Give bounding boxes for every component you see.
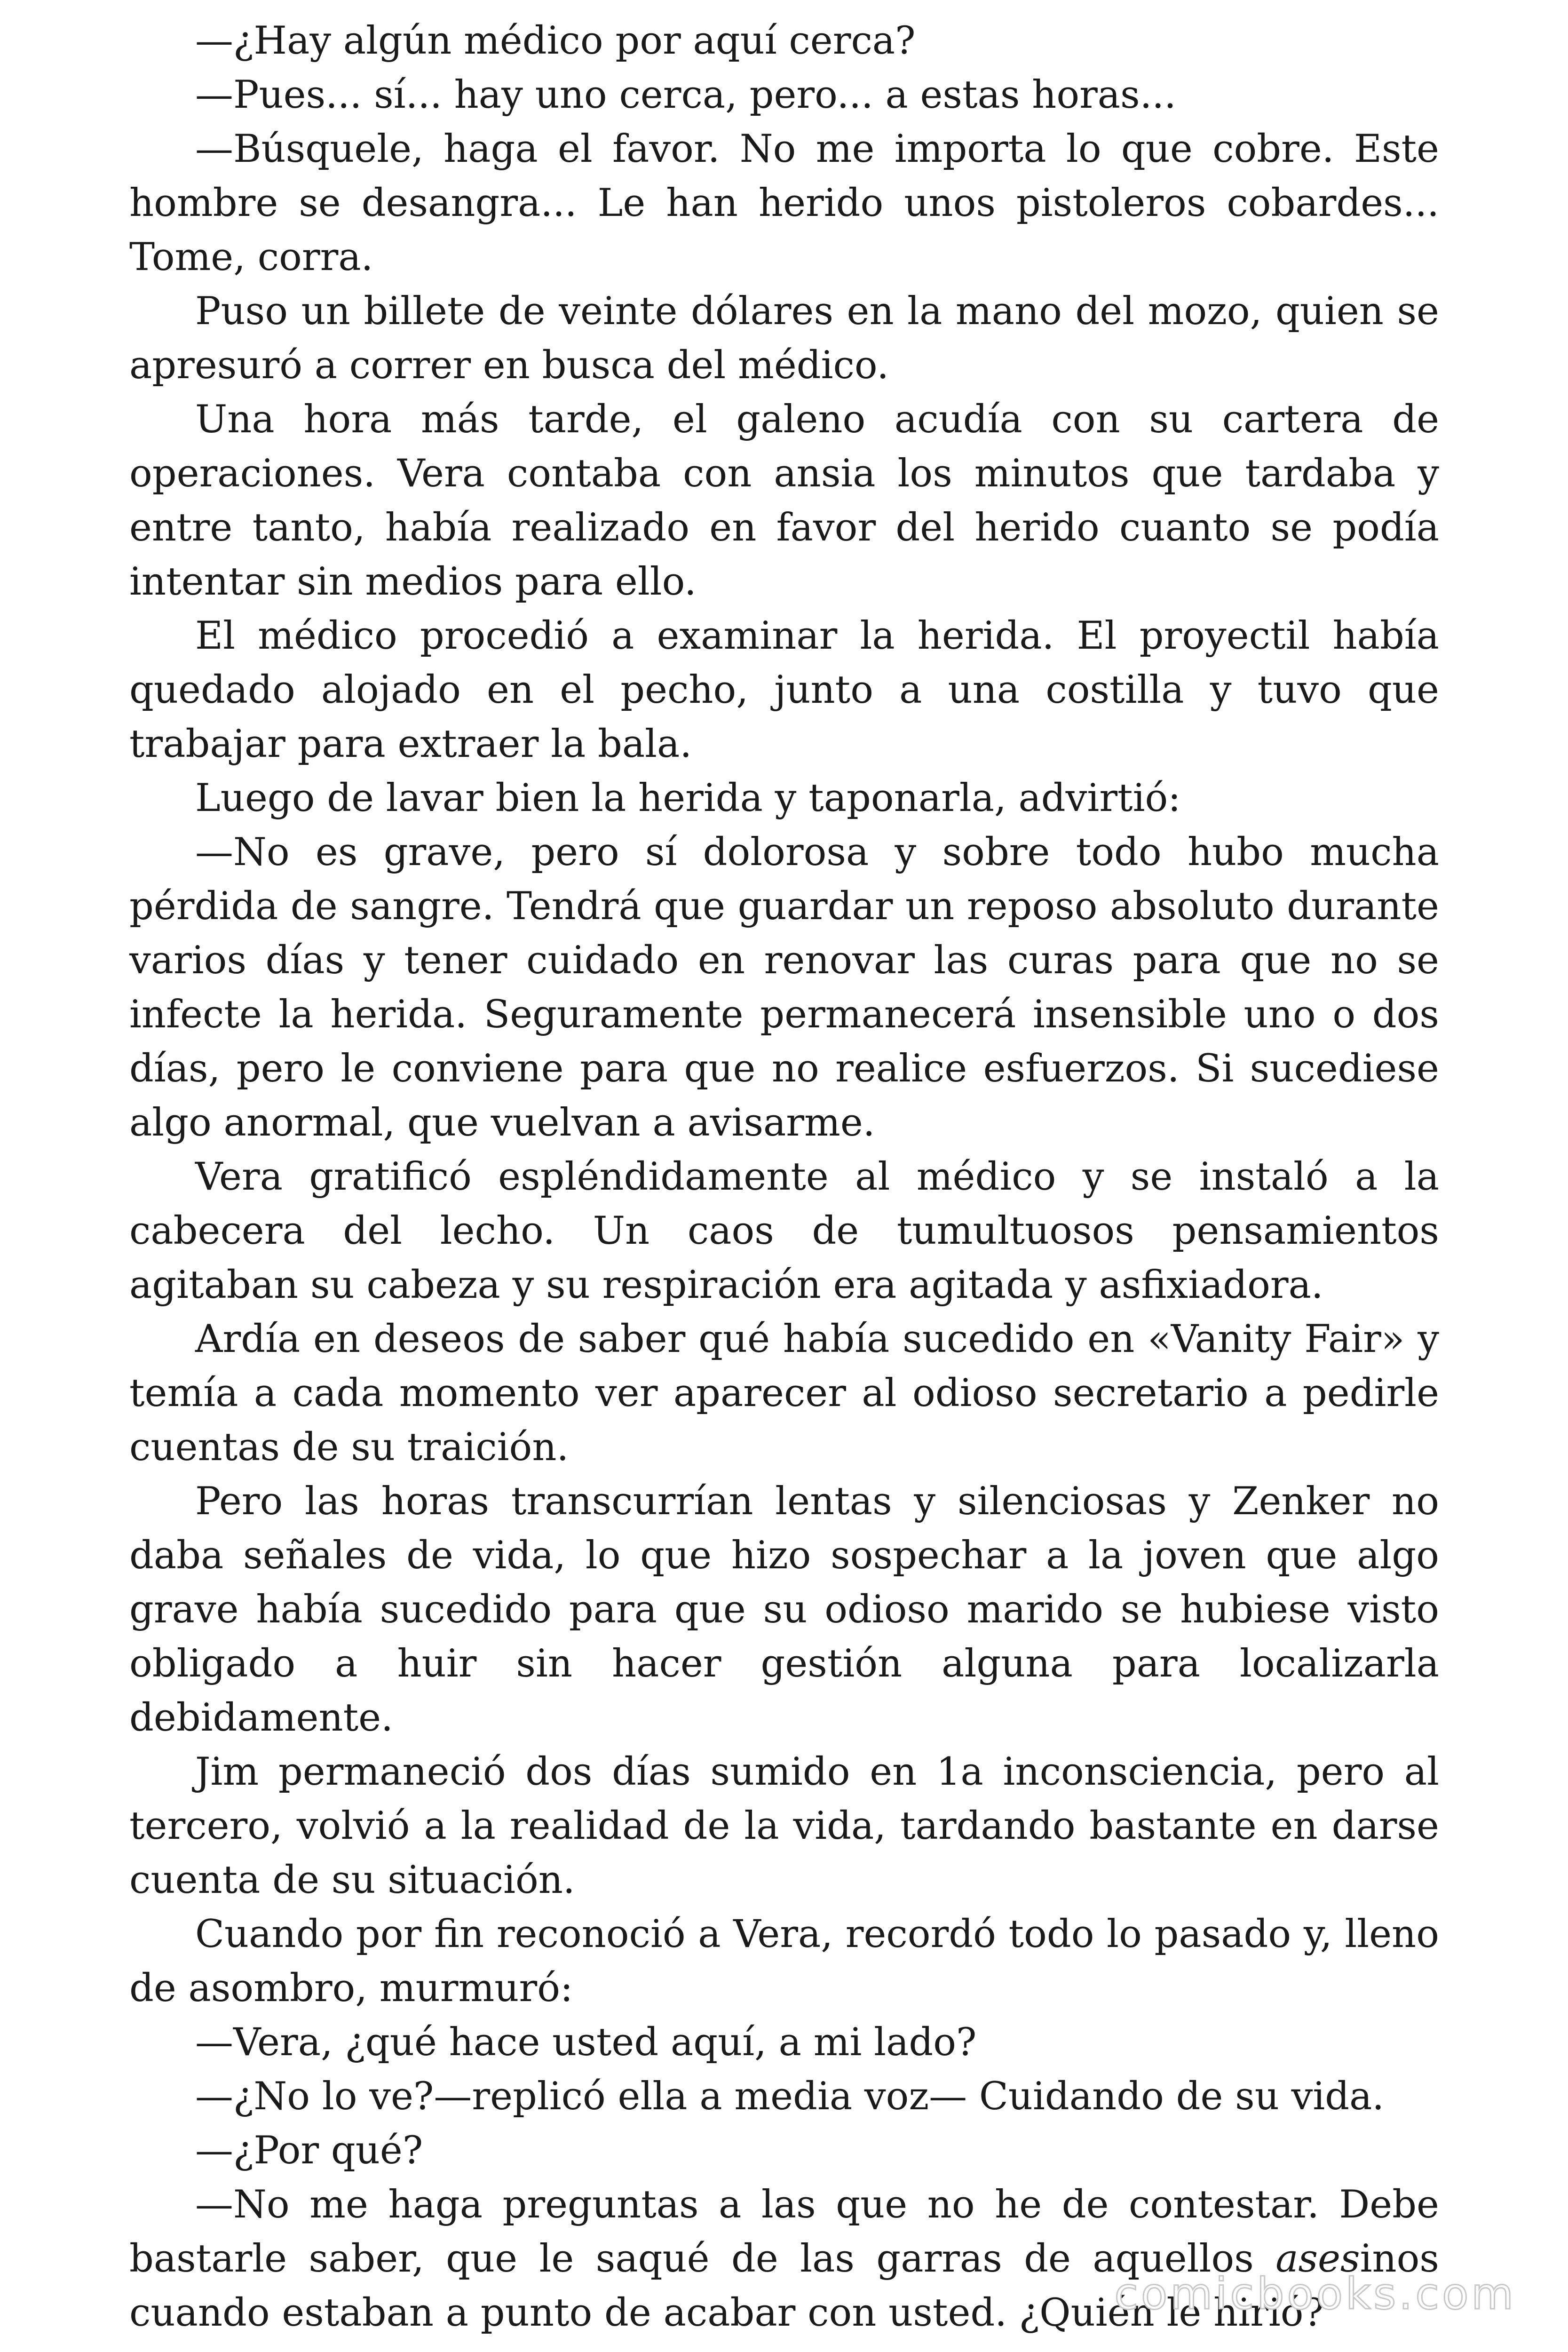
paragraph: —¿Hay algún médico por aquí cerca? bbox=[195, 19, 916, 63]
paragraph: Cuando por fin reconoció a Vera, recordó todo lo pasado y, lleno de asombro, murmuró: bbox=[129, 1912, 1439, 2010]
paragraph: Vera gratificó espléndidamente al médico y se instaló a la cabecera del lecho. Un caos de tumultuosos pensamientos agitaban su cabeza y su respiración era agitada y asfixiadora. bbox=[129, 1155, 1439, 1307]
paragraph: —¿No lo ve?—replicó ella a media voz— Cuidando de su vida. bbox=[195, 2074, 1385, 2119]
paragraph: Puso un billete de veinte dólares en la mano del mozo, quien se apresuró a correr en busca del médico. bbox=[129, 289, 1439, 388]
paragraph: Pero las horas transcurrían lentas y silenciosas y Zenker no daba señales de vida, lo que hizo sospechar a la joven que algo grave había sucedido para que su odioso marido se hubiese visto obligado a huir sin hacer gestión alguna para localizarla debidamente. bbox=[129, 1479, 1439, 1740]
paragraph: —No es grave, pero sí dolorosa y sobre todo hubo mucha pérdida de sangre. Tendrá que guardar un reposo absoluto durante varios días y tener cuidado en renovar las curas para que no se infecte la herida. Seguramente permanecerá insensible uno o dos días, pero le conviene para que no realice esfuerzos. Si sucediese algo anormal, que vuelvan a avisarme. bbox=[129, 830, 1439, 1145]
last-paragraph-text-after: inos cuando estaban a punto de acabar con usted. ¿Quién le hirió? bbox=[129, 2237, 1439, 2335]
paragraph: —Búsquele, haga el favor. No me importa lo que cobre. Este hombre se desangra... Le han herido unos pistoleros cobardes... Tome, corra. bbox=[129, 127, 1439, 279]
paragraph: Jim permaneció dos días sumido en 1a inconsciencia, pero al tercero, volvió a la realidad de la vida, tardando bastante en darse cuenta de su situación. bbox=[129, 1750, 1439, 1902]
paragraph: Luego de lavar bien la herida y taponarla, advirtió: bbox=[195, 776, 1181, 820]
book-page bbox=[129, 14, 1439, 2340]
paragraph: El médico procedió a examinar la herida. El proyectil había quedado alojado en el pecho, junto a una costilla y tuvo que trabajar para extraer la bala. bbox=[129, 614, 1439, 766]
last-paragraph-text-before: —No me haga preguntas a las que no he de contestar. Debe bastarle saber, que le saqué de las garras de aquellos bbox=[129, 2183, 1439, 2281]
watermark: comicbooks.com bbox=[1114, 2269, 1516, 2319]
paragraph: —¿Por qué? bbox=[195, 2129, 423, 2173]
paragraph: Ardía en deseos de saber qué había sucedido en «Vanity Fair» y temía a cada momento ver aparecer al odioso secretario a pedirle cuentas de su traición. bbox=[129, 1317, 1439, 1470]
italic-fragment: ases bbox=[1275, 2237, 1360, 2281]
paragraph: —Pues... sí... hay uno cerca, pero... a estas horas... bbox=[195, 73, 1176, 117]
paragraph: Una hora más tarde, el galeno acudía con su cartera de operaciones. Vera contaba con ansia los minutos que tardaba y entre tanto, había realizado en favor del herido cuanto se podía intentar sin medios para ello. bbox=[129, 397, 1439, 604]
paragraph: —Vera, ¿qué hace usted aquí, a mi lado? bbox=[195, 2020, 977, 2065]
